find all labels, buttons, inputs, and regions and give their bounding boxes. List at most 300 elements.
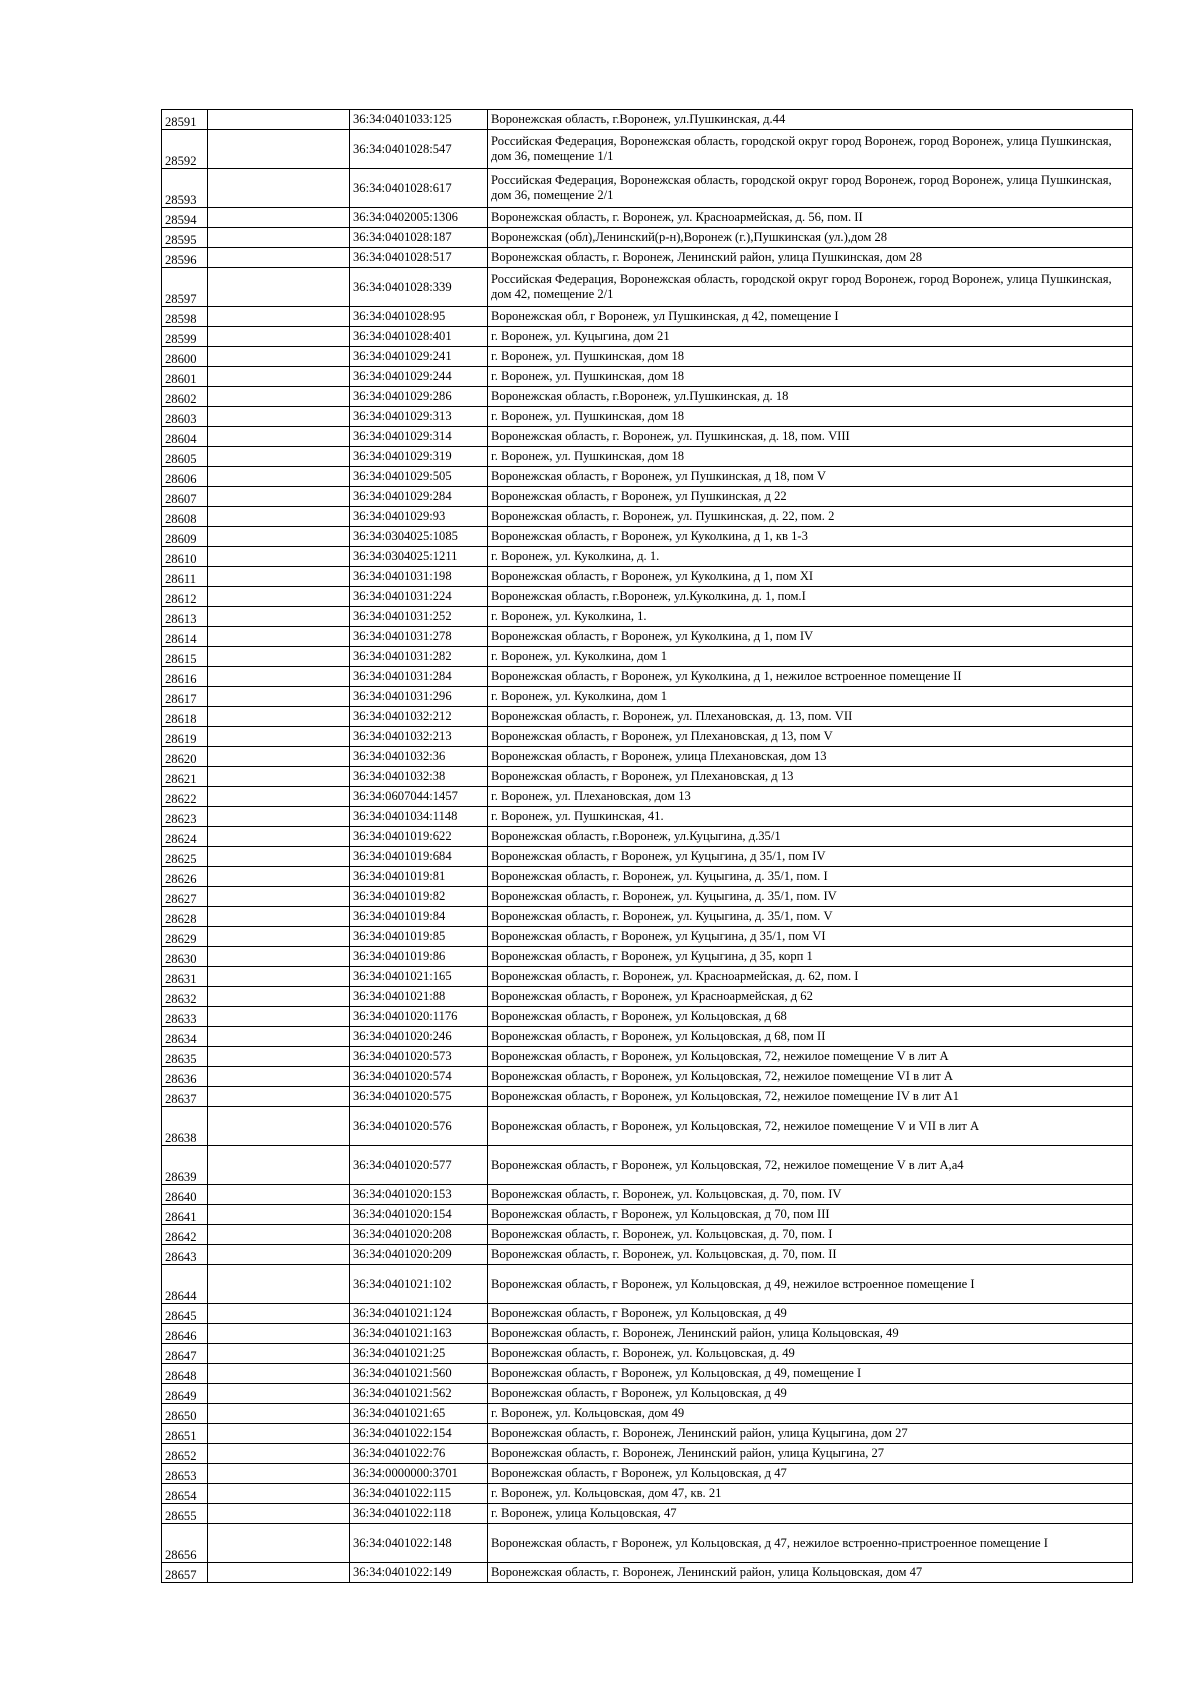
row-number-cell: 28627 bbox=[162, 887, 208, 907]
cadastral-number-cell: 36:34:0401020:154 bbox=[350, 1205, 488, 1225]
table-row bbox=[162, 467, 1133, 487]
address-cell: Воронежская (обл),Ленинский(р-н),Воронеж (г.),Пушкинская (ул.),дом 28 bbox=[488, 228, 1133, 248]
cadastral-number-cell: 36:34:0401021:88 bbox=[350, 987, 488, 1007]
table-row bbox=[162, 169, 1133, 208]
table-body bbox=[162, 110, 1133, 1583]
address-cell: Воронежская область, г.Воронеж, ул.Куколкина, д. 1, пом.I bbox=[488, 587, 1133, 607]
cadastral-number-cell: 36:34:0401029:93 bbox=[350, 507, 488, 527]
cadastral-number-cell: 36:34:0401022:154 bbox=[350, 1424, 488, 1444]
row-number-cell: 28639 bbox=[162, 1146, 208, 1185]
table-row bbox=[162, 767, 1133, 787]
address-cell: Воронежская область, г Воронеж, ул Кольцовская, 72, нежилое помещение V и VII в лит А bbox=[488, 1107, 1133, 1146]
table-row bbox=[162, 1384, 1133, 1404]
empty-cell bbox=[208, 1007, 350, 1027]
row-number-cell: 28592 bbox=[162, 130, 208, 169]
empty-cell bbox=[208, 927, 350, 947]
address-cell: Воронежская область, г Воронеж, ул Кольцовская, д 68 bbox=[488, 1007, 1133, 1027]
cadastral-number-cell: 36:34:0401021:124 bbox=[350, 1304, 488, 1324]
address-cell: Воронежская область, г Воронеж, ул Куцыгина, д 35/1, пом VI bbox=[488, 927, 1133, 947]
empty-cell bbox=[208, 1524, 350, 1563]
row-number-cell: 28595 bbox=[162, 228, 208, 248]
table-row bbox=[162, 130, 1133, 169]
empty-cell bbox=[208, 1107, 350, 1146]
cadastral-number-cell: 36:34:0401032:38 bbox=[350, 767, 488, 787]
row-number-cell: 28598 bbox=[162, 307, 208, 327]
address-cell: Воронежская область, г Воронеж, ул Куколкина, д 1, кв 1-3 bbox=[488, 527, 1133, 547]
cadastral-number-cell: 36:34:0401022:148 bbox=[350, 1524, 488, 1563]
empty-cell bbox=[208, 1027, 350, 1047]
table-row bbox=[162, 1007, 1133, 1027]
address-cell: Воронежская область, г Воронеж, ул Куколкина, д 1, пом IV bbox=[488, 627, 1133, 647]
table-row bbox=[162, 1524, 1133, 1563]
address-cell: Воронежская область, г Воронеж, ул Плехановская, д 13, пом V bbox=[488, 727, 1133, 747]
cadastral-number-cell: 36:34:0401028:517 bbox=[350, 248, 488, 268]
row-number-cell: 28638 bbox=[162, 1107, 208, 1146]
row-number-cell: 28613 bbox=[162, 607, 208, 627]
address-cell: Воронежская область, г. Воронеж, ул. Пушкинская, д. 22, пом. 2 bbox=[488, 507, 1133, 527]
empty-cell bbox=[208, 228, 350, 248]
empty-cell bbox=[208, 907, 350, 927]
cadastral-number-cell: 36:34:0401019:684 bbox=[350, 847, 488, 867]
table-row bbox=[162, 268, 1133, 307]
row-number-cell: 28623 bbox=[162, 807, 208, 827]
table-row bbox=[162, 847, 1133, 867]
address-cell: г. Воронеж, ул. Пушкинская, дом 18 bbox=[488, 407, 1133, 427]
empty-cell bbox=[208, 248, 350, 268]
cadastral-number-cell: 36:34:0401029:313 bbox=[350, 407, 488, 427]
address-cell: г. Воронеж, ул. Пушкинская, дом 18 bbox=[488, 367, 1133, 387]
table-row bbox=[162, 1265, 1133, 1304]
address-cell: Воронежская область, г Воронеж, ул Кольцовская, д 68, пом II bbox=[488, 1027, 1133, 1047]
table-row bbox=[162, 427, 1133, 447]
row-number-cell: 28629 bbox=[162, 927, 208, 947]
address-cell: Воронежская область, г Воронеж, ул Плехановская, д 13 bbox=[488, 767, 1133, 787]
table-row bbox=[162, 208, 1133, 228]
table-row bbox=[162, 367, 1133, 387]
cadastral-number-cell: 36:34:0401020:574 bbox=[350, 1067, 488, 1087]
address-cell: г. Воронеж, ул. Пушкинская, дом 18 bbox=[488, 347, 1133, 367]
cadastral-number-cell: 36:34:0401032:212 bbox=[350, 707, 488, 727]
address-cell: Воронежская область, г Воронеж, ул Кольцовская, 72, нежилое помещение V в лит А,а4 bbox=[488, 1146, 1133, 1185]
empty-cell bbox=[208, 1146, 350, 1185]
empty-cell bbox=[208, 268, 350, 307]
row-number-cell: 28634 bbox=[162, 1027, 208, 1047]
cadastral-number-cell: 36:34:0401022:149 bbox=[350, 1563, 488, 1583]
row-number-cell: 28615 bbox=[162, 647, 208, 667]
empty-cell bbox=[208, 827, 350, 847]
table-row bbox=[162, 587, 1133, 607]
row-number-cell: 28648 bbox=[162, 1364, 208, 1384]
cadastral-number-cell: 36:34:0401028:547 bbox=[350, 130, 488, 169]
row-number-cell: 28636 bbox=[162, 1067, 208, 1087]
row-number-cell: 28600 bbox=[162, 347, 208, 367]
row-number-cell: 28650 bbox=[162, 1404, 208, 1424]
address-cell: Воронежская область, г. Воронеж, ул. Куцыгина, д. 35/1, пом. I bbox=[488, 867, 1133, 887]
cadastral-number-cell: 36:34:0401031:284 bbox=[350, 667, 488, 687]
address-cell: г. Воронеж, ул. Пушкинская, 41. bbox=[488, 807, 1133, 827]
empty-cell bbox=[208, 947, 350, 967]
empty-cell bbox=[208, 1205, 350, 1225]
address-cell: Воронежская область, г. Воронеж, ул. Кольцовская, д. 49 bbox=[488, 1344, 1133, 1364]
address-cell: Воронежская область, г.Воронеж, ул.Куцыгина, д.35/1 bbox=[488, 827, 1133, 847]
empty-cell bbox=[208, 507, 350, 527]
table-row bbox=[162, 1344, 1133, 1364]
address-cell: Воронежская область, г.Воронеж, ул.Пушкинская, д.44 bbox=[488, 110, 1133, 130]
row-number-cell: 28593 bbox=[162, 169, 208, 208]
address-cell: Воронежская область, г. Воронеж, ул. Красноармейская, д. 62, пом. I bbox=[488, 967, 1133, 987]
cadastral-number-cell: 36:34:0401032:36 bbox=[350, 747, 488, 767]
address-cell: Воронежская область, г Воронеж, ул Кольцовская, д 49, помещение I bbox=[488, 1364, 1133, 1384]
table-row bbox=[162, 447, 1133, 467]
cadastral-number-cell: 36:34:0000000:3701 bbox=[350, 1464, 488, 1484]
empty-cell bbox=[208, 130, 350, 169]
cadastral-number-cell: 36:34:0401021:102 bbox=[350, 1265, 488, 1304]
table-row bbox=[162, 647, 1133, 667]
table-row bbox=[162, 1067, 1133, 1087]
address-cell: Воронежская область, г Воронеж, ул Кольцовская, д 49 bbox=[488, 1304, 1133, 1324]
table-row bbox=[162, 747, 1133, 767]
row-number-cell: 28633 bbox=[162, 1007, 208, 1027]
row-number-cell: 28630 bbox=[162, 947, 208, 967]
address-cell: г. Воронеж, ул. Куцыгина, дом 21 bbox=[488, 327, 1133, 347]
empty-cell bbox=[208, 1265, 350, 1304]
address-cell: Воронежская область, г. Воронеж, ул. Красноармейская, д. 56, пом. II bbox=[488, 208, 1133, 228]
cadastral-number-cell: 36:34:0401020:575 bbox=[350, 1087, 488, 1107]
empty-cell bbox=[208, 767, 350, 787]
row-number-cell: 28651 bbox=[162, 1424, 208, 1444]
row-number-cell: 28605 bbox=[162, 447, 208, 467]
row-number-cell: 28654 bbox=[162, 1484, 208, 1504]
cadastral-number-cell: 36:34:0401022:76 bbox=[350, 1444, 488, 1464]
row-number-cell: 28642 bbox=[162, 1225, 208, 1245]
row-number-cell: 28626 bbox=[162, 867, 208, 887]
address-cell: г. Воронеж, ул. Куколкина, 1. bbox=[488, 607, 1133, 627]
row-number-cell: 28614 bbox=[162, 627, 208, 647]
cadastral-number-cell: 36:34:0401029:241 bbox=[350, 347, 488, 367]
cadastral-number-cell: 36:34:0401020:153 bbox=[350, 1185, 488, 1205]
row-number-cell: 28611 bbox=[162, 567, 208, 587]
address-cell: Российская Федерация, Воронежская область, городской округ город Воронеж, город Воронеж, улица Пушкинская, дом 42, помещение 2/1 bbox=[488, 268, 1133, 307]
cadastral-number-cell: 36:34:0607044:1457 bbox=[350, 787, 488, 807]
row-number-cell: 28643 bbox=[162, 1245, 208, 1265]
row-number-cell: 28618 bbox=[162, 707, 208, 727]
empty-cell bbox=[208, 110, 350, 130]
address-cell: Воронежская область, г Воронеж, ул Куколкина, д 1, нежилое встроенное помещение II bbox=[488, 667, 1133, 687]
empty-cell bbox=[208, 1344, 350, 1364]
table-row bbox=[162, 1087, 1133, 1107]
empty-cell bbox=[208, 1364, 350, 1384]
cadastral-number-cell: 36:34:0401021:65 bbox=[350, 1404, 488, 1424]
table-row bbox=[162, 687, 1133, 707]
cadastral-number-cell: 36:34:0401022:115 bbox=[350, 1484, 488, 1504]
address-cell: Российская Федерация, Воронежская область, городской округ город Воронеж, город Воронеж, улица Пушкинская, дом 36, помещение 2/1 bbox=[488, 169, 1133, 208]
table-row bbox=[162, 1504, 1133, 1524]
table-row bbox=[162, 1484, 1133, 1504]
property-registry-table bbox=[161, 109, 1133, 1583]
address-cell: Воронежская область, г Воронеж, ул Куколкина, д 1, пом XI bbox=[488, 567, 1133, 587]
table-row bbox=[162, 707, 1133, 727]
row-number-cell: 28655 bbox=[162, 1504, 208, 1524]
cadastral-number-cell: 36:34:0401020:573 bbox=[350, 1047, 488, 1067]
row-number-cell: 28646 bbox=[162, 1324, 208, 1344]
cadastral-number-cell: 36:34:0401033:125 bbox=[350, 110, 488, 130]
address-cell: Воронежская область, г. Воронеж, Ленинский район, улица Кольцовская, 49 bbox=[488, 1324, 1133, 1344]
empty-cell bbox=[208, 707, 350, 727]
empty-cell bbox=[208, 1225, 350, 1245]
cadastral-number-cell: 36:34:0401021:165 bbox=[350, 967, 488, 987]
table-row bbox=[162, 1205, 1133, 1225]
empty-cell bbox=[208, 1464, 350, 1484]
empty-cell bbox=[208, 1324, 350, 1344]
table-row bbox=[162, 228, 1133, 248]
address-cell: г. Воронеж, ул. Куколкина, д. 1. bbox=[488, 547, 1133, 567]
empty-cell bbox=[208, 467, 350, 487]
row-number-cell: 28645 bbox=[162, 1304, 208, 1324]
cadastral-number-cell: 36:34:0401032:213 bbox=[350, 727, 488, 747]
address-cell: Воронежская область, г Воронеж, ул Кольцовская, д 70, пом III bbox=[488, 1205, 1133, 1225]
table-row bbox=[162, 1424, 1133, 1444]
cadastral-number-cell: 36:34:0401029:319 bbox=[350, 447, 488, 467]
cadastral-number-cell: 36:34:0401019:81 bbox=[350, 867, 488, 887]
empty-cell bbox=[208, 387, 350, 407]
row-number-cell: 28617 bbox=[162, 687, 208, 707]
cadastral-number-cell: 36:34:0401021:562 bbox=[350, 1384, 488, 1404]
cadastral-number-cell: 36:34:0401020:576 bbox=[350, 1107, 488, 1146]
empty-cell bbox=[208, 627, 350, 647]
cadastral-number-cell: 36:34:0401031:252 bbox=[350, 607, 488, 627]
row-number-cell: 28607 bbox=[162, 487, 208, 507]
empty-cell bbox=[208, 1245, 350, 1265]
empty-cell bbox=[208, 1067, 350, 1087]
address-cell: Воронежская область, г Воронеж, ул Красноармейская, д 62 bbox=[488, 987, 1133, 1007]
table-row bbox=[162, 1185, 1133, 1205]
row-number-cell: 28641 bbox=[162, 1205, 208, 1225]
row-number-cell: 28628 bbox=[162, 907, 208, 927]
row-number-cell: 28635 bbox=[162, 1047, 208, 1067]
address-cell: Воронежская область, г.Воронеж, ул.Пушкинская, д. 18 bbox=[488, 387, 1133, 407]
empty-cell bbox=[208, 407, 350, 427]
table-row bbox=[162, 1047, 1133, 1067]
row-number-cell: 28653 bbox=[162, 1464, 208, 1484]
empty-cell bbox=[208, 1504, 350, 1524]
row-number-cell: 28601 bbox=[162, 367, 208, 387]
address-cell: Воронежская область, г Воронеж, ул Куцыгина, д 35, корп 1 bbox=[488, 947, 1133, 967]
row-number-cell: 28622 bbox=[162, 787, 208, 807]
address-cell: г. Воронеж, ул. Кольцовская, дом 47, кв. 21 bbox=[488, 1484, 1133, 1504]
cadastral-number-cell: 36:34:0401034:1148 bbox=[350, 807, 488, 827]
cadastral-number-cell: 36:34:0401019:84 bbox=[350, 907, 488, 927]
empty-cell bbox=[208, 887, 350, 907]
address-cell: Воронежская область, г Воронеж, ул Кольцовская, 72, нежилое помещение IV в лит А1 bbox=[488, 1087, 1133, 1107]
empty-cell bbox=[208, 567, 350, 587]
cadastral-number-cell: 36:34:0401031:282 bbox=[350, 647, 488, 667]
address-cell: г. Воронеж, ул. Кольцовская, дом 49 bbox=[488, 1404, 1133, 1424]
row-number-cell: 28610 bbox=[162, 547, 208, 567]
address-cell: г. Воронеж, ул. Куколкина, дом 1 bbox=[488, 647, 1133, 667]
table-row bbox=[162, 947, 1133, 967]
empty-cell bbox=[208, 427, 350, 447]
cadastral-number-cell: 36:34:0401028:401 bbox=[350, 327, 488, 347]
empty-cell bbox=[208, 867, 350, 887]
address-cell: г. Воронеж, ул. Куколкина, дом 1 bbox=[488, 687, 1133, 707]
address-cell: Воронежская область, г Воронеж, ул Кольцовская, 72, нежилое помещение V в лит А bbox=[488, 1047, 1133, 1067]
cadastral-number-cell: 36:34:0402005:1306 bbox=[350, 208, 488, 228]
row-number-cell: 28616 bbox=[162, 667, 208, 687]
table-row bbox=[162, 1146, 1133, 1185]
table-row bbox=[162, 347, 1133, 367]
empty-cell bbox=[208, 327, 350, 347]
empty-cell bbox=[208, 587, 350, 607]
row-number-cell: 28604 bbox=[162, 427, 208, 447]
table-row bbox=[162, 1245, 1133, 1265]
table-row bbox=[162, 327, 1133, 347]
row-number-cell: 28621 bbox=[162, 767, 208, 787]
empty-cell bbox=[208, 1047, 350, 1067]
table-row bbox=[162, 567, 1133, 587]
empty-cell bbox=[208, 1404, 350, 1424]
row-number-cell: 28599 bbox=[162, 327, 208, 347]
cadastral-number-cell: 36:34:0401029:286 bbox=[350, 387, 488, 407]
empty-cell bbox=[208, 1304, 350, 1324]
empty-cell bbox=[208, 547, 350, 567]
row-number-cell: 28609 bbox=[162, 527, 208, 547]
table-row bbox=[162, 1444, 1133, 1464]
address-cell: г. Воронеж, улица Кольцовская, 47 bbox=[488, 1504, 1133, 1524]
address-cell: Воронежская область, г. Воронеж, ул. Кольцовская, д. 70, пом. II bbox=[488, 1245, 1133, 1265]
cadastral-number-cell: 36:34:0401020:209 bbox=[350, 1245, 488, 1265]
empty-cell bbox=[208, 1444, 350, 1464]
cadastral-number-cell: 36:34:0401029:314 bbox=[350, 427, 488, 447]
address-cell: Воронежская область, г Воронеж, ул Куцыгина, д 35/1, пом IV bbox=[488, 847, 1133, 867]
cadastral-number-cell: 36:34:0401022:118 bbox=[350, 1504, 488, 1524]
table-row bbox=[162, 787, 1133, 807]
address-cell: Воронежская область, г Воронеж, ул Кольцовская, д 47 bbox=[488, 1464, 1133, 1484]
row-number-cell: 28602 bbox=[162, 387, 208, 407]
row-number-cell: 28594 bbox=[162, 208, 208, 228]
address-cell: Воронежская область, г. Воронеж, ул. Куцыгина, д. 35/1, пом. V bbox=[488, 907, 1133, 927]
table-row bbox=[162, 1563, 1133, 1583]
empty-cell bbox=[208, 987, 350, 1007]
empty-cell bbox=[208, 687, 350, 707]
address-cell: г. Воронеж, ул. Плехановская, дом 13 bbox=[488, 787, 1133, 807]
row-number-cell: 28637 bbox=[162, 1087, 208, 1107]
empty-cell bbox=[208, 1484, 350, 1504]
table-row bbox=[162, 110, 1133, 130]
address-cell: Воронежская область, г Воронеж, ул Кольцовская, д 49, нежилое встроенное помещение I bbox=[488, 1265, 1133, 1304]
cadastral-number-cell: 36:34:0401021:25 bbox=[350, 1344, 488, 1364]
table-row bbox=[162, 547, 1133, 567]
cadastral-number-cell: 36:34:0401031:296 bbox=[350, 687, 488, 707]
table-row bbox=[162, 887, 1133, 907]
cadastral-number-cell: 36:34:0401019:85 bbox=[350, 927, 488, 947]
address-cell: Воронежская область, г. Воронеж, ул. Куцыгина, д. 35/1, пом. IV bbox=[488, 887, 1133, 907]
table-row bbox=[162, 1225, 1133, 1245]
row-number-cell: 28619 bbox=[162, 727, 208, 747]
address-cell: Воронежская область, г. Воронеж, ул. Кольцовская, д. 70, пом. IV bbox=[488, 1185, 1133, 1205]
row-number-cell: 28624 bbox=[162, 827, 208, 847]
row-number-cell: 28608 bbox=[162, 507, 208, 527]
table-row bbox=[162, 1107, 1133, 1146]
table-row bbox=[162, 387, 1133, 407]
address-cell: Воронежская область, г Воронеж, ул Пушкинская, д 22 bbox=[488, 487, 1133, 507]
address-cell: Воронежская область, г Воронеж, ул Пушкинская, д 18, пом V bbox=[488, 467, 1133, 487]
table-row bbox=[162, 1404, 1133, 1424]
row-number-cell: 28606 bbox=[162, 467, 208, 487]
empty-cell bbox=[208, 727, 350, 747]
cadastral-number-cell: 36:34:0401031:198 bbox=[350, 567, 488, 587]
address-cell: Воронежская область, г Воронеж, ул Кольцовская, д 49 bbox=[488, 1384, 1133, 1404]
empty-cell bbox=[208, 1384, 350, 1404]
table-row bbox=[162, 967, 1133, 987]
address-cell: Воронежская область, г. Воронеж, Ленинский район, улица Куцыгина, дом 27 bbox=[488, 1424, 1133, 1444]
empty-cell bbox=[208, 307, 350, 327]
empty-cell bbox=[208, 807, 350, 827]
table-row bbox=[162, 667, 1133, 687]
empty-cell bbox=[208, 847, 350, 867]
table-row bbox=[162, 1304, 1133, 1324]
table-row bbox=[162, 307, 1133, 327]
table-row bbox=[162, 248, 1133, 268]
row-number-cell: 28596 bbox=[162, 248, 208, 268]
empty-cell bbox=[208, 487, 350, 507]
empty-cell bbox=[208, 367, 350, 387]
table-row bbox=[162, 907, 1133, 927]
row-number-cell: 28620 bbox=[162, 747, 208, 767]
table-row bbox=[162, 507, 1133, 527]
cadastral-number-cell: 36:34:0401028:339 bbox=[350, 268, 488, 307]
row-number-cell: 28597 bbox=[162, 268, 208, 307]
row-number-cell: 28603 bbox=[162, 407, 208, 427]
address-cell: Воронежская область, г Воронеж, улица Плехановская, дом 13 bbox=[488, 747, 1133, 767]
table-row bbox=[162, 807, 1133, 827]
empty-cell bbox=[208, 787, 350, 807]
row-number-cell: 28656 bbox=[162, 1524, 208, 1563]
table-row bbox=[162, 527, 1133, 547]
cadastral-number-cell: 36:34:0401021:560 bbox=[350, 1364, 488, 1384]
cadastral-number-cell: 36:34:0401020:246 bbox=[350, 1027, 488, 1047]
row-number-cell: 28652 bbox=[162, 1444, 208, 1464]
cadastral-number-cell: 36:34:0401029:244 bbox=[350, 367, 488, 387]
empty-cell bbox=[208, 1185, 350, 1205]
cadastral-number-cell: 36:34:0401028:187 bbox=[350, 228, 488, 248]
empty-cell bbox=[208, 447, 350, 467]
row-number-cell: 28591 bbox=[162, 110, 208, 130]
cadastral-number-cell: 36:34:0401021:163 bbox=[350, 1324, 488, 1344]
empty-cell bbox=[208, 347, 350, 367]
address-cell: Российская Федерация, Воронежская область, городской округ город Воронеж, город Воронеж, улица Пушкинская, дом 36, помещение 1/1 bbox=[488, 130, 1133, 169]
table-row bbox=[162, 627, 1133, 647]
cadastral-number-cell: 36:34:0401029:284 bbox=[350, 487, 488, 507]
table-row bbox=[162, 487, 1133, 507]
cadastral-number-cell: 36:34:0304025:1085 bbox=[350, 527, 488, 547]
empty-cell bbox=[208, 1087, 350, 1107]
table-row bbox=[162, 827, 1133, 847]
empty-cell bbox=[208, 1563, 350, 1583]
table-row bbox=[162, 727, 1133, 747]
address-cell: Воронежская область, г Воронеж, ул Кольцовская, д 47, нежилое встроенно-пристроенное помещение I bbox=[488, 1524, 1133, 1563]
table-row bbox=[162, 1364, 1133, 1384]
table-row bbox=[162, 987, 1133, 1007]
row-number-cell: 28632 bbox=[162, 987, 208, 1007]
address-cell: Воронежская область, г. Воронеж, Ленинский район, улица Куцыгина, 27 bbox=[488, 1444, 1133, 1464]
cadastral-number-cell: 36:34:0401019:82 bbox=[350, 887, 488, 907]
cadastral-number-cell: 36:34:0401031:278 bbox=[350, 627, 488, 647]
cadastral-number-cell: 36:34:0304025:1211 bbox=[350, 547, 488, 567]
empty-cell bbox=[208, 667, 350, 687]
empty-cell bbox=[208, 647, 350, 667]
row-number-cell: 28657 bbox=[162, 1563, 208, 1583]
table-row bbox=[162, 1324, 1133, 1344]
